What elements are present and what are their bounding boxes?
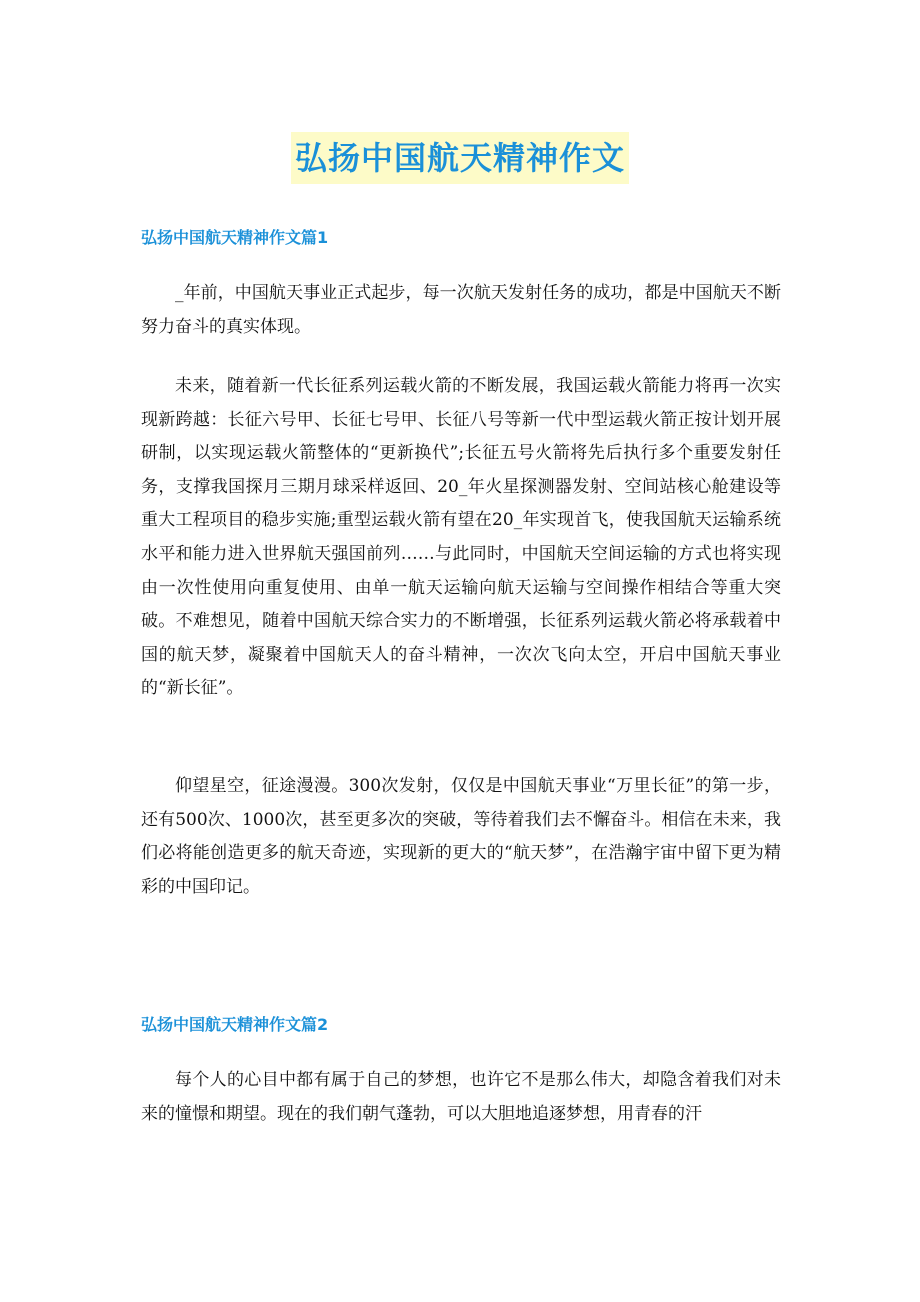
section-heading-2: 弘扬中国航天精神作文篇2	[141, 1015, 329, 1034]
section-1-paragraph-3: 仰望星空，征途漫漫。300次发射，仅仅是中国航天事业“万里长征”的第一步，还有500次、1000次，甚至更多次的突破，等待着我们去不懈奋斗。相信在未来，我们必将能创造更多的航天奇迹，实现新的更大的“航天梦”，在浩瀚宇宙中留下更为精彩的中国印记。	[141, 776, 781, 897]
section-1-paragraph-2: 未来，随着新一代长征系列运载火箭的不断发展，我国运载火箭能力将再一次实现新跨越：长征六号甲、长征七号甲、长征八号等新一代中型运载火箭正按计划开展研制，以实现运载火箭整体的“更新换代”;长征五号火箭将先后执行多个重要发射任务，支撑我国探月三期月球采样返回、20_年火星探测器发射、空间站核心舱建设等重大工程项目的稳步实施;重型运载火箭有望在20_年实现首飞，使我国航天运输系统水平和能力进入世界航天强国前列……与此同时，中国航天空间运输的方式也将实现由一次性使用向重复使用、由单一航天运输向航天运输与空间操作相结合等重大突破。不难想见，随着中国航天综合实力的不断增强，长征系列运载火箭必将承载着中国的航天梦，凝聚着中国航天人的奋斗精神，一次次飞向太空，开启中国航天事业的“新长征”。	[141, 376, 781, 699]
section-heading-1: 弘扬中国航天精神作文篇1	[141, 228, 329, 247]
document-title: 弘扬中国航天精神作文	[291, 132, 629, 184]
section-1-paragraph-1: _年前，中国航天事业正式起步，每一次航天发射任务的成功，都是中国航天不断努力奋斗的真实体现。	[141, 283, 781, 337]
section-2-paragraph-1: 每个人的心目中都有属于自己的梦想，也许它不是那么伟大，却隐含着我们对未来的憧憬和期望。现在的我们朝气蓬勃，可以大胆地追逐梦想，用青春的汗	[141, 1070, 781, 1124]
title-container	[0, 132, 920, 184]
